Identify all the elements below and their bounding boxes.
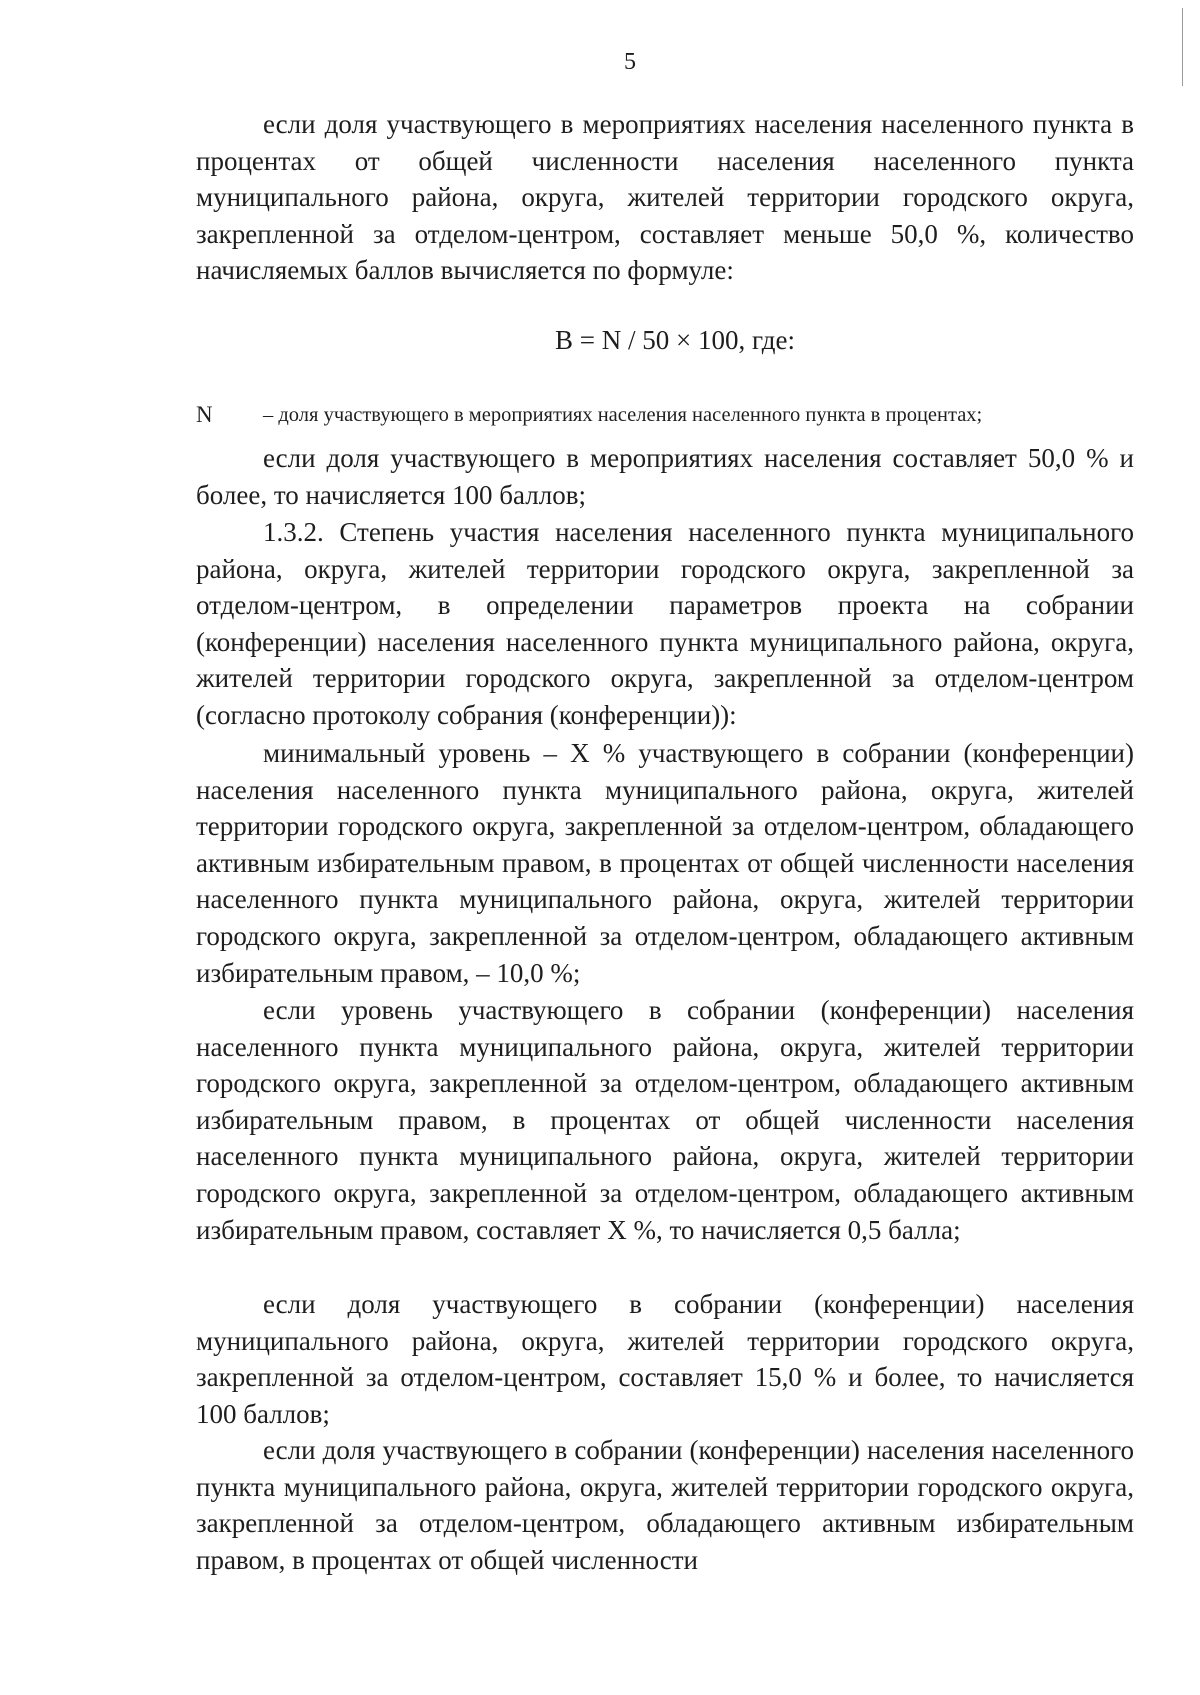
paragraph-level-x-percent: если уровень участвующего в собрании (конференции) населения населенного пункта муниципального района, округа, жителей территории городского округа, закрепленной за отделом-центром, обладающего активным избирательным правом, в процентах от общей численности населения населенного пункта муниципального района, округа, жителей территории городского округа, закрепленной за отделом-центром, обладающего активным избирательным правом, составляет X %, то начисляется 0,5 балла; [196, 995, 1134, 1245]
paragraph-15-percent: если доля участвующего в собрании (конференции) населения муниципального района, округа, жителей территории городского округа, закрепленной за отделом-центром, составляет 15,0 % и более, то начисляется 100 баллов; [196, 1289, 1134, 1429]
definition-text: – доля участвующего в мероприятиях населения населенного пункта в процентах; [263, 404, 983, 426]
page-number: 5 [624, 49, 636, 75]
paragraph-100-points: если доля участвующего в мероприятиях населения составляет 50,0 % и более, то начисляется 100 баллов; [196, 443, 1134, 510]
formula: B = N / 50 × 100, где: [555, 325, 795, 355]
paragraph-continued: если доля участвующего в собрании (конференции) населения населенного пункта муниципального района, округа, жителей территории городского округа, закрепленной за отделом-центром, обладающего активным избирательным правом, в процентах от общей численности [196, 1435, 1134, 1575]
paragraph-section-1-3-2: 1.3.2. Степень участия населения населенного пункта муниципального района, округа, жителей территории городского округа, закрепленной за отделом-центром, в определении параметров проекта на собрании (конференции) населения населенного пункта муниципального района, округа, жителей территории городского округа, закрепленной за отделом-центром (согласно протоколу собрания (конференции)): [196, 517, 1134, 730]
paragraph-minimum-level: минимальный уровень – X % участвующего в собрании (конференции) населения населенного пункта муниципального района, округа, жителей территории городского округа, закрепленной за отделом-центром, обладающего активным избирательным правом, в процентах от общей численности населения населенного пункта муниципального района, округа, жителей территории городского округа, закрепленной за отделом-центром, обладающего активным избирательным правом, – 10,0 %; [196, 738, 1134, 988]
paragraph-formula-intro: если доля участвующего в мероприятиях населения населенного пункта в процентах от общей численности населения населенного пункта муниципального района, округа, жителей территории городского округа, закрепленной за отделом-центром, составляет меньше 50,0 %, количество начисляемых баллов вычисляется по формуле: [196, 109, 1134, 286]
definition-symbol: N [196, 402, 213, 427]
